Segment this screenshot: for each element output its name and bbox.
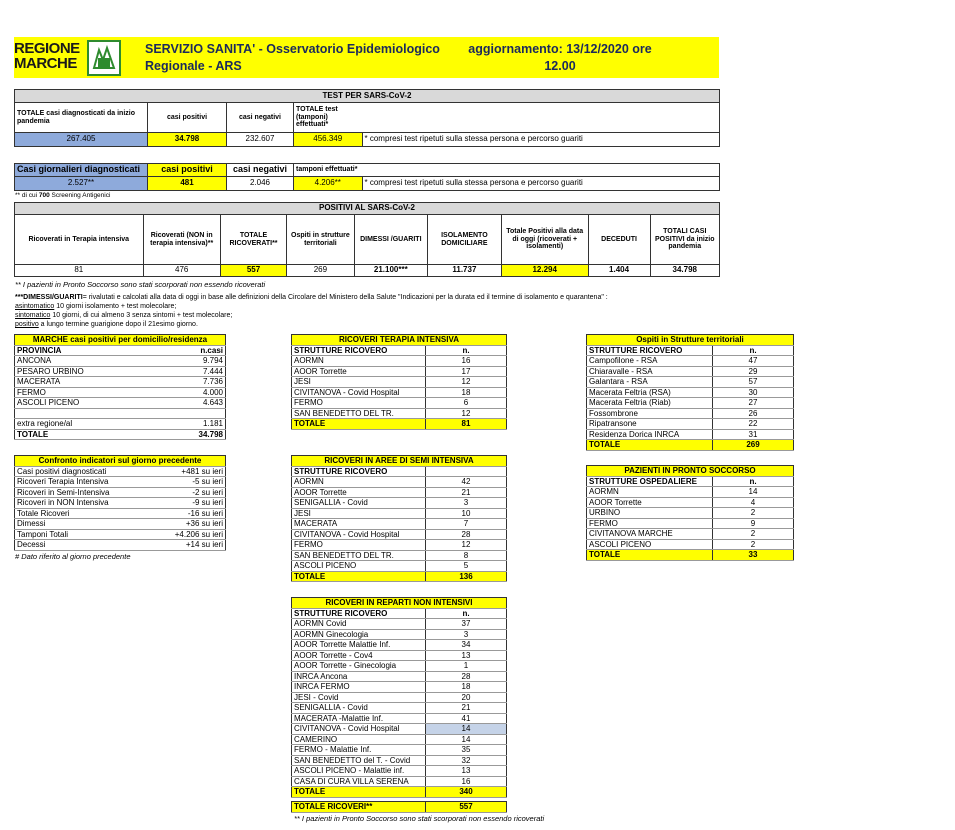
row-value: 22 <box>713 419 794 430</box>
daily-header-positivi: casi positivi <box>148 164 227 177</box>
row-name: FERMO <box>292 540 426 551</box>
row-name: INRCA Ancona <box>292 671 426 682</box>
row-value: 18 <box>426 682 507 693</box>
nonint-table <box>291 597 507 798</box>
row-value: -5 su ieri <box>151 477 225 488</box>
row-value: 6 <box>426 398 507 409</box>
table-row <box>292 487 507 498</box>
pronto-total-label: TOTALE <box>587 550 713 561</box>
row-name: Macerata Feltria (Riab) <box>587 398 713 409</box>
row-name: AOOR Torrette Malattie Inf. <box>292 640 426 651</box>
table-row <box>587 539 794 550</box>
row-value: 9.794 <box>164 356 225 367</box>
row-name: FERMO <box>15 387 165 398</box>
row-value: 3 <box>426 629 507 640</box>
table-row <box>292 550 507 561</box>
pronto-table <box>586 465 794 561</box>
table-row <box>15 529 226 540</box>
row-name: AORMN Ginecologia <box>292 629 426 640</box>
table-row <box>292 408 507 419</box>
table-row <box>292 650 507 661</box>
row-name: Galantara - RSA <box>587 377 713 388</box>
table-row <box>292 398 507 409</box>
row-value: 13 <box>426 650 507 661</box>
table-row <box>15 366 226 377</box>
positivi-note: ** I pazienti in Pronto Soccorso sono stati scorporati non essendo ricoverati <box>15 280 266 289</box>
row-name: Totale Ricoveri <box>15 508 152 519</box>
table-row <box>15 498 226 509</box>
table-row <box>292 356 507 367</box>
row-name: Casi positivi diagnosticati <box>15 466 152 477</box>
tot-ricoveri-note: ** I pazienti in Pronto Soccorso sono stati scorporati non essendo ricoverati <box>294 814 545 823</box>
row-value <box>164 408 225 419</box>
table-row <box>587 387 794 398</box>
table-row <box>587 356 794 367</box>
row-name: CASA DI CURA VILLA SERENA <box>292 776 426 787</box>
table-row <box>292 498 507 509</box>
row-name: Ricoveri in Semi-Intensiva <box>15 487 152 498</box>
table-row <box>15 466 226 477</box>
row-name: SAN BENEDETTO del T. - Covid <box>292 755 426 766</box>
semi-table <box>291 455 507 582</box>
row-name: INRCA FERMO <box>292 682 426 693</box>
confronto-table <box>14 455 226 551</box>
row-value: 47 <box>713 356 794 367</box>
row-name: Decessi <box>15 540 152 551</box>
row-name: AOOR Torrette <box>587 497 713 508</box>
row-name: CIVITANOVA - Covid Hospital <box>292 529 426 540</box>
row-value: 8 <box>426 550 507 561</box>
positivi-header: Ricoverati (NON in terapia intensiva)** <box>143 215 220 265</box>
positivi-header: DIMESSI /GUARITI <box>354 215 427 265</box>
terapia-table <box>291 334 507 430</box>
table-row <box>587 377 794 388</box>
table-row <box>15 408 226 419</box>
table-row <box>587 398 794 409</box>
table-row <box>15 377 226 388</box>
positivi-value: 12.294 <box>501 265 588 277</box>
nonint-title: RICOVERI IN REPARTI NON INTENSIVI <box>292 598 507 609</box>
daily-value-tamponi: 4.206** <box>294 177 363 191</box>
domicilio-total-label: TOTALE <box>15 429 165 440</box>
terapia-total: 81 <box>426 419 507 430</box>
row-name: AORMN Covid <box>292 619 426 630</box>
positivi-header: Ricoverati in Terapia intensiva <box>15 215 144 265</box>
table-row <box>15 487 226 498</box>
table-row <box>587 366 794 377</box>
table-row <box>292 766 507 777</box>
ospiti-header-n: n. <box>713 345 794 356</box>
row-name: JESI <box>292 508 426 519</box>
ospiti-total: 269 <box>713 440 794 451</box>
update-timestamp: aggiornamento: 13/12/2020 ore 12.00 <box>468 42 652 73</box>
domicilio-title: MARCHE casi positivi per domicilio/residenza <box>15 335 226 346</box>
row-name: Tamponi Totali <box>15 529 152 540</box>
domicilio-total: 34.798 <box>164 429 225 440</box>
row-value: 2 <box>713 539 794 550</box>
confronto-title: Confronto indicatori sul giorno precedente <box>15 456 226 467</box>
row-value: 16 <box>426 356 507 367</box>
row-name: ASCOLI PICENO - Malattie inf. <box>292 766 426 777</box>
table-row <box>292 540 507 551</box>
row-name: CIVITANOVA MARCHE <box>587 529 713 540</box>
confronto-note: # Dato riferito al giorno precedente <box>15 552 131 561</box>
positivi-value: 476 <box>143 265 220 277</box>
row-value: 21 <box>426 487 507 498</box>
row-value: 4.000 <box>164 387 225 398</box>
row-name: AORMN <box>292 356 426 367</box>
table-row <box>15 540 226 551</box>
row-value: 30 <box>713 387 794 398</box>
row-value: 12 <box>426 540 507 551</box>
pronto-total: 33 <box>713 550 794 561</box>
row-value: 2 <box>713 529 794 540</box>
row-value: 18 <box>426 387 507 398</box>
row-value: 20 <box>426 692 507 703</box>
table-row <box>587 419 794 430</box>
table-row <box>15 398 226 409</box>
terapia-header-n: n. <box>426 345 507 356</box>
row-value: 14 <box>426 724 507 735</box>
table-row <box>587 529 794 540</box>
daily-header-tamponi: tamponi effettuati* <box>294 164 363 177</box>
tot-ricoveri-label: TOTALE RICOVERI** <box>292 802 426 813</box>
row-value: 14 <box>426 734 507 745</box>
ospiti-total-label: TOTALE <box>587 440 713 451</box>
positivi-table-title: POSITIVI AL SARS-CoV-2 <box>15 203 720 215</box>
row-name: AOOR Torrette - Ginecologia <box>292 661 426 672</box>
table-row <box>292 661 507 672</box>
table-row <box>292 366 507 377</box>
table-row <box>15 356 226 367</box>
row-name: AORMN <box>292 477 426 488</box>
row-name: CIVITANOVA - Covid Hospital <box>292 724 426 735</box>
tot-ricoveri-value: 557 <box>426 802 507 813</box>
row-name: PESARO URBINO <box>15 366 165 377</box>
row-name: AORMN <box>587 487 713 498</box>
semi-header-name: STRUTTURE RICOVERO <box>292 466 426 477</box>
row-name: JESI - Covid <box>292 692 426 703</box>
table-row <box>292 529 507 540</box>
table-row <box>292 703 507 714</box>
test-header-totale: TOTALE casi diagnosticati da inizio pandemia <box>15 103 148 133</box>
row-value: 7 <box>426 519 507 530</box>
row-value: 27 <box>713 398 794 409</box>
row-value: 7.444 <box>164 366 225 377</box>
nonint-header-n: n. <box>426 608 507 619</box>
row-value: 14 <box>713 487 794 498</box>
row-value: 32 <box>426 755 507 766</box>
table-row <box>292 508 507 519</box>
row-value: +481 su ieri <box>151 466 225 477</box>
table-row <box>292 745 507 756</box>
row-name: ASCOLI PICENO <box>292 561 426 572</box>
nonint-header-name: STRUTTURE RICOVERO <box>292 608 426 619</box>
positivi-value: 11.737 <box>427 265 501 277</box>
row-value: 37 <box>426 619 507 630</box>
row-value: 17 <box>426 366 507 377</box>
positivi-value: 557 <box>220 265 286 277</box>
row-value: 4.643 <box>164 398 225 409</box>
row-name: SENIGALLIA - Covid <box>292 498 426 509</box>
table-row <box>292 755 507 766</box>
row-value: 3 <box>426 498 507 509</box>
row-value: +36 su ieri <box>151 519 225 530</box>
test-value-negativi: 232.607 <box>227 133 294 147</box>
table-row <box>292 776 507 787</box>
daily-value-casi: 2.527** <box>15 177 148 191</box>
row-value: 2 <box>713 508 794 519</box>
domicilio-header-n: n.casi <box>164 345 225 356</box>
row-value: +14 su ieri <box>151 540 225 551</box>
row-value: 41 <box>426 713 507 724</box>
positivi-header: TOTALI CASI POSITIVI da inizio pandemia <box>650 215 719 265</box>
table-row <box>292 640 507 651</box>
test-note: * compresi test ripetuti sulla stessa persona e percorso guariti <box>362 133 720 147</box>
row-value: 42 <box>426 477 507 488</box>
table-row <box>292 387 507 398</box>
ospiti-table <box>586 334 794 451</box>
row-value: +4.206 su ieri <box>151 529 225 540</box>
row-name: Residenza Dorica INRCA <box>587 429 713 440</box>
pronto-header-n: n. <box>713 476 794 487</box>
row-name: Ripatransone <box>587 419 713 430</box>
ospiti-header-name: STRUTTURE RICOVERO <box>587 345 713 356</box>
row-name: ASCOLI PICENO <box>587 539 713 550</box>
daily-value-positivi: 481 <box>148 177 227 191</box>
tot-ricoveri-table <box>291 801 507 813</box>
row-value: 10 <box>426 508 507 519</box>
terapia-header-name: STRUTTURE RICOVERO <box>292 345 426 356</box>
domicilio-table <box>14 334 226 440</box>
table-row <box>587 487 794 498</box>
row-value: 12 <box>426 408 507 419</box>
row-name: JESI <box>292 377 426 388</box>
table-row <box>15 419 226 430</box>
table-row <box>587 408 794 419</box>
table-row <box>587 497 794 508</box>
logo-text-2: MARCHE <box>14 55 77 72</box>
test-header-negativi: casi negativi <box>227 103 294 133</box>
test-header-positivi: casi positivi <box>148 103 227 133</box>
table-row <box>292 519 507 530</box>
row-name: MACERATA <box>15 377 165 388</box>
test-header-tamponi: TOTALE test (tamponi) effettuati* <box>294 103 363 133</box>
positivi-header: Totale Positivi alla data di oggi (ricoverati + isolamenti) <box>501 215 588 265</box>
table-row <box>15 477 226 488</box>
row-name: AOOR Torrette <box>292 366 426 377</box>
table-row <box>15 387 226 398</box>
test-table <box>14 89 720 147</box>
row-name: FERMO - Malattie Inf. <box>292 745 426 756</box>
table-row <box>292 724 507 735</box>
terapia-title: RICOVERI TERAPIA INTENSIVA <box>292 335 507 346</box>
daily-table <box>14 163 720 191</box>
row-name: CIVITANOVA - Covid Hospital <box>292 387 426 398</box>
positivi-value: 269 <box>287 265 355 277</box>
table-row <box>292 477 507 488</box>
table-row <box>587 518 794 529</box>
row-value: 5 <box>426 561 507 572</box>
row-name <box>15 408 165 419</box>
table-row <box>292 692 507 703</box>
table-row <box>15 508 226 519</box>
table-row <box>292 377 507 388</box>
row-value: 16 <box>426 776 507 787</box>
row-name: AOOR Torrette <box>292 487 426 498</box>
semi-total: 136 <box>426 571 507 582</box>
row-value: -2 su ieri <box>151 487 225 498</box>
logo-text-1: REGIONE <box>14 40 80 57</box>
row-name: Chiaravalle - RSA <box>587 366 713 377</box>
row-name: CAMERINO <box>292 734 426 745</box>
row-value: 28 <box>426 529 507 540</box>
row-name: ANCONA <box>15 356 165 367</box>
row-value: 35 <box>426 745 507 756</box>
domicilio-header-provincia: PROVINCIA <box>15 345 165 356</box>
table-row <box>292 682 507 693</box>
nonint-total: 340 <box>426 787 507 798</box>
semi-title: RICOVERI IN AREE DI SEMI INTENSIVA <box>292 456 507 467</box>
table-row <box>292 671 507 682</box>
row-value: 1.181 <box>164 419 225 430</box>
row-name: AOOR Torrette - Cov4 <box>292 650 426 661</box>
positivi-header: ISOLAMENTO DOMICILIARE <box>427 215 501 265</box>
row-value: 26 <box>713 408 794 419</box>
daily-footnote: ** di cui 700 Screening Antigenici <box>15 192 111 199</box>
row-name: Ricoveri Terapia Intensiva <box>15 477 152 488</box>
row-name: MACERATA -Malattie Inf. <box>292 713 426 724</box>
row-name: Dimessi <box>15 519 152 530</box>
table-row <box>292 629 507 640</box>
table-row <box>15 519 226 530</box>
row-value: 29 <box>713 366 794 377</box>
table-row <box>587 508 794 519</box>
row-name: SAN BENEDETTO DEL TR. <box>292 408 426 419</box>
row-value: 34 <box>426 640 507 651</box>
positivi-table <box>14 202 720 277</box>
positivi-header: Ospiti in strutture territoriali <box>287 215 355 265</box>
semi-total-label: TOTALE <box>292 571 426 582</box>
table-row <box>292 734 507 745</box>
pronto-title: PAZIENTI IN PRONTO SOCCORSO <box>587 466 794 477</box>
row-value: -16 su ieri <box>151 508 225 519</box>
row-value: 9 <box>713 518 794 529</box>
row-value: 57 <box>713 377 794 388</box>
row-name: Campofilone - RSA <box>587 356 713 367</box>
row-value: 1 <box>426 661 507 672</box>
positivi-header: TOTALE RICOVERATI** <box>220 215 286 265</box>
test-value-positivi: 34.798 <box>148 133 227 147</box>
row-name: Macerata Feltria (RSA) <box>587 387 713 398</box>
positivi-header: DECEDUTI <box>588 215 650 265</box>
test-value-tamponi: 456.349 <box>294 133 363 147</box>
daily-value-negativi: 2.046 <box>227 177 294 191</box>
row-value: 21 <box>426 703 507 714</box>
row-name: FERMO <box>587 518 713 529</box>
row-name: Fossombrone <box>587 408 713 419</box>
test-value-totale: 267.405 <box>15 133 148 147</box>
row-name: SENIGALLIA - Covid <box>292 703 426 714</box>
row-name: FERMO <box>292 398 426 409</box>
row-value: 13 <box>426 766 507 777</box>
table-row <box>587 429 794 440</box>
nonint-total-label: TOTALE <box>292 787 426 798</box>
row-value: -9 su ieri <box>151 498 225 509</box>
dimessi-definition: ***DIMESSI/GUARITI= rivalutati e calcolati alla data di oggi in base alle definizioni della Circolare del Ministero della Salute "Indicazioni per la durata ed il termine di isolamento e quarantena" : asintomatico 10 giorni isolamento + test molecolare; sintomatico 10 giorni, di cui almeno 3 senza sintomi + test molecolare; positivo a lungo termine guarigione dopo il 21esimo giorno. <box>15 294 608 328</box>
table-row <box>292 619 507 630</box>
row-value: 4 <box>713 497 794 508</box>
row-value: 12 <box>426 377 507 388</box>
row-value: 28 <box>426 671 507 682</box>
positivi-value: 34.798 <box>650 265 719 277</box>
positivi-value: 81 <box>15 265 144 277</box>
row-value: 31 <box>713 429 794 440</box>
table-row <box>292 561 507 572</box>
row-value: 7.736 <box>164 377 225 388</box>
row-name: SAN BENEDETTO DEL TR. <box>292 550 426 561</box>
terapia-total-label: TOTALE <box>292 419 426 430</box>
positivi-value: 1.404 <box>588 265 650 277</box>
logo-emblem-icon <box>87 40 121 76</box>
test-table-title: TEST PER SARS-CoV-2 <box>15 90 720 103</box>
daily-header-casi: Casi giornalieri diagnosticati <box>15 164 148 177</box>
row-name: ASCOLI PICENO <box>15 398 165 409</box>
row-name: extra regione/al <box>15 419 165 430</box>
semi-header-n <box>426 466 507 477</box>
row-name: MACERATA <box>292 519 426 530</box>
daily-note: * compresi test ripetuti sulla stessa persona e percorso guariti <box>362 177 720 191</box>
positivi-value: 21.100*** <box>354 265 427 277</box>
table-row <box>292 713 507 724</box>
row-name: Ricoveri in NON Intensiva <box>15 498 152 509</box>
regione-marche-logo <box>14 38 134 76</box>
report-title: SERVIZIO SANITA' - Osservatorio Epidemiologico Regionale - ARS <box>145 42 440 73</box>
row-name: URBINO <box>587 508 713 519</box>
ospiti-title: Ospiti in Strutture territoriali <box>587 335 794 346</box>
daily-header-negativi: casi negativi <box>227 164 294 177</box>
pronto-header-name: STRUTTURE OSPEDALIERE <box>587 476 713 487</box>
